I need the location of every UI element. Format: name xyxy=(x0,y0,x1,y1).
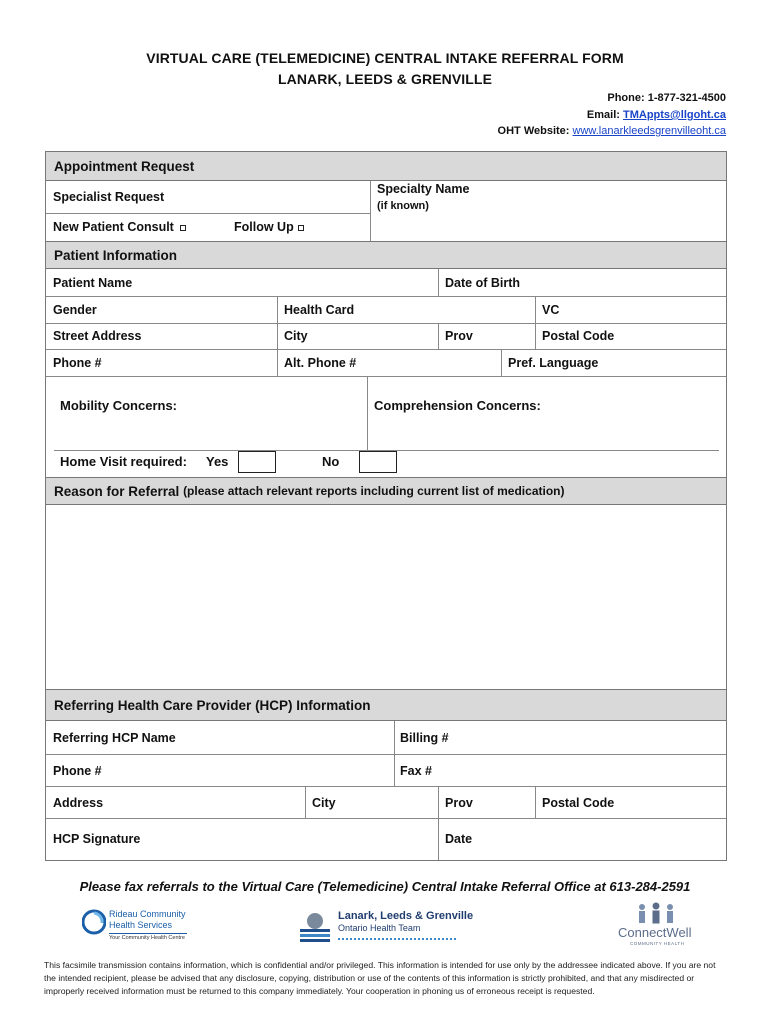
oht-subline xyxy=(338,938,456,940)
specialty-name-label: Specialty Name xyxy=(377,182,470,196)
appointment-heading: Appointment Request xyxy=(54,158,195,174)
home-visit-no-label: No xyxy=(322,454,340,469)
contact-website xyxy=(498,125,726,137)
alt-phone-label: Alt. Phone # xyxy=(284,356,357,370)
divider xyxy=(367,376,368,450)
appointment-section-header xyxy=(46,151,726,181)
contact-email xyxy=(587,109,726,121)
specialist-request-label: Specialist Request xyxy=(53,190,165,204)
divider xyxy=(438,269,439,296)
divider xyxy=(370,181,371,241)
oht-name-line2: Ontario Health Team xyxy=(338,923,421,933)
follow-up-checkbox[interactable] xyxy=(298,225,304,231)
divider xyxy=(394,721,395,754)
connectwell-name: ConnectWell xyxy=(618,925,692,940)
billing-label: Billing # xyxy=(400,731,449,745)
divider xyxy=(305,786,306,818)
website-label: OHT Website: xyxy=(497,125,573,137)
patient-name-label: Patient Name xyxy=(53,276,133,290)
fax-instruction: Please fax referrals to the Virtual Care (Telemedicine) Central Intake Referral Office at 613-284-2591 xyxy=(79,879,691,894)
hcp-heading: Referring Health Care Provider (HCP) Information xyxy=(54,697,371,713)
health-card-label: Health Card xyxy=(284,303,355,317)
hcp-signature-label: HCP Signature xyxy=(53,832,141,846)
divider xyxy=(46,376,726,377)
rideau-name-line2: Health Services xyxy=(109,920,173,930)
follow-up-label: Follow Up xyxy=(234,220,294,234)
divider xyxy=(535,786,536,818)
pref-language-label: Pref. Language xyxy=(508,356,599,370)
connectwell-logo xyxy=(618,902,698,948)
connectwell-people-icon xyxy=(634,902,678,924)
divider xyxy=(438,818,439,860)
website-link[interactable]: www.lanarkleedsgrenvilleoht.ca xyxy=(572,125,726,137)
comprehension-concerns-label: Comprehension Concerns: xyxy=(374,398,541,413)
oht-name-line1: Lanark, Leeds & Grenville xyxy=(338,910,474,922)
divider xyxy=(438,786,439,818)
home-visit-yes-label: Yes xyxy=(206,454,229,469)
city-label: City xyxy=(284,329,308,343)
postal-code-label: Postal Code xyxy=(542,329,615,343)
hcp-prov-label: Prov xyxy=(445,796,473,810)
reason-section-header xyxy=(46,477,726,505)
email-link[interactable]: TMAppts@llgoht.ca xyxy=(623,109,726,121)
hcp-city-label: City xyxy=(312,796,336,810)
reason-heading: Reason for Referral xyxy=(54,483,180,499)
contact-phone: Phone: 1-877-321-4500 xyxy=(607,92,726,104)
follow-up-option[interactable] xyxy=(234,220,304,234)
rideau-swirl-icon xyxy=(82,909,106,935)
divider xyxy=(46,213,370,214)
street-address-label: Street Address xyxy=(53,329,142,343)
hcp-name-label: Referring HCP Name xyxy=(53,731,176,745)
home-visit-label: Home Visit required: xyxy=(60,454,187,469)
rideau-tagline: Your Community Health Centre xyxy=(109,935,185,941)
divider xyxy=(535,323,536,349)
rideau-logo xyxy=(82,907,212,947)
divider xyxy=(46,323,726,324)
vc-label: VC xyxy=(542,303,560,317)
patient-heading: Patient Information xyxy=(54,247,178,263)
home-visit-no-checkbox[interactable] xyxy=(359,451,397,473)
divider xyxy=(438,323,439,349)
referral-form xyxy=(45,151,727,861)
hcp-postal-label: Postal Code xyxy=(542,796,615,810)
divider xyxy=(277,323,278,349)
dob-label: Date of Birth xyxy=(445,276,520,290)
connectwell-tagline: COMMUNITY HEALTH xyxy=(630,941,685,946)
hcp-date-label: Date xyxy=(445,832,473,846)
rideau-rule xyxy=(109,933,187,934)
divider xyxy=(394,754,395,786)
form-title: VIRTUAL CARE (TELEMEDICINE) CENTRAL INTAKE REFERRAL FORM xyxy=(146,50,624,66)
divider xyxy=(46,349,726,350)
email-label: Email: xyxy=(586,109,623,121)
divider xyxy=(46,818,726,819)
new-patient-checkbox[interactable] xyxy=(180,225,186,231)
hcp-fax-label: Fax # xyxy=(400,764,432,778)
divider xyxy=(535,296,536,323)
hcp-phone-label: Phone # xyxy=(53,764,102,778)
confidentiality-disclaimer: This facsimile transmission contains information, which is confidential and/or privileged. This information is intended for use only by the addressee indicated above. If you are not the intended recipient, please be advised that any disclosure, copying, distribution or use of the contents of this information is strictly prohibited, and that any misdirected or improperly received information must be returned to this company immediately. Your cooperation in phoning us of erroneous receipt is requested. xyxy=(44,960,716,996)
divider xyxy=(46,754,726,755)
prov-label: Prov xyxy=(445,329,473,343)
home-visit-yes-checkbox[interactable] xyxy=(238,451,276,473)
divider xyxy=(501,349,502,376)
gender-label: Gender xyxy=(53,303,97,317)
mobility-concerns-label: Mobility Concerns: xyxy=(60,398,178,413)
divider xyxy=(277,296,278,323)
phone-label: Phone # xyxy=(53,356,102,370)
divider xyxy=(46,786,726,787)
new-patient-consult-option[interactable] xyxy=(53,220,186,234)
divider xyxy=(46,296,726,297)
oht-logo xyxy=(298,907,488,947)
hcp-section-header xyxy=(46,689,726,721)
new-patient-label: New Patient Consult xyxy=(53,220,174,234)
reason-note: (please attach relevant reports including current list of medication) xyxy=(183,484,565,498)
divider xyxy=(277,349,278,376)
reason-textarea[interactable] xyxy=(46,505,726,689)
rideau-name-line1: Rideau Community xyxy=(109,909,186,919)
form-subtitle: LANARK, LEEDS & GRENVILLE xyxy=(277,71,493,87)
if-known-label: (if known) xyxy=(377,200,429,212)
hcp-address-label: Address xyxy=(53,796,104,810)
oht-sun-icon xyxy=(298,909,332,945)
patient-section-header xyxy=(46,241,726,269)
